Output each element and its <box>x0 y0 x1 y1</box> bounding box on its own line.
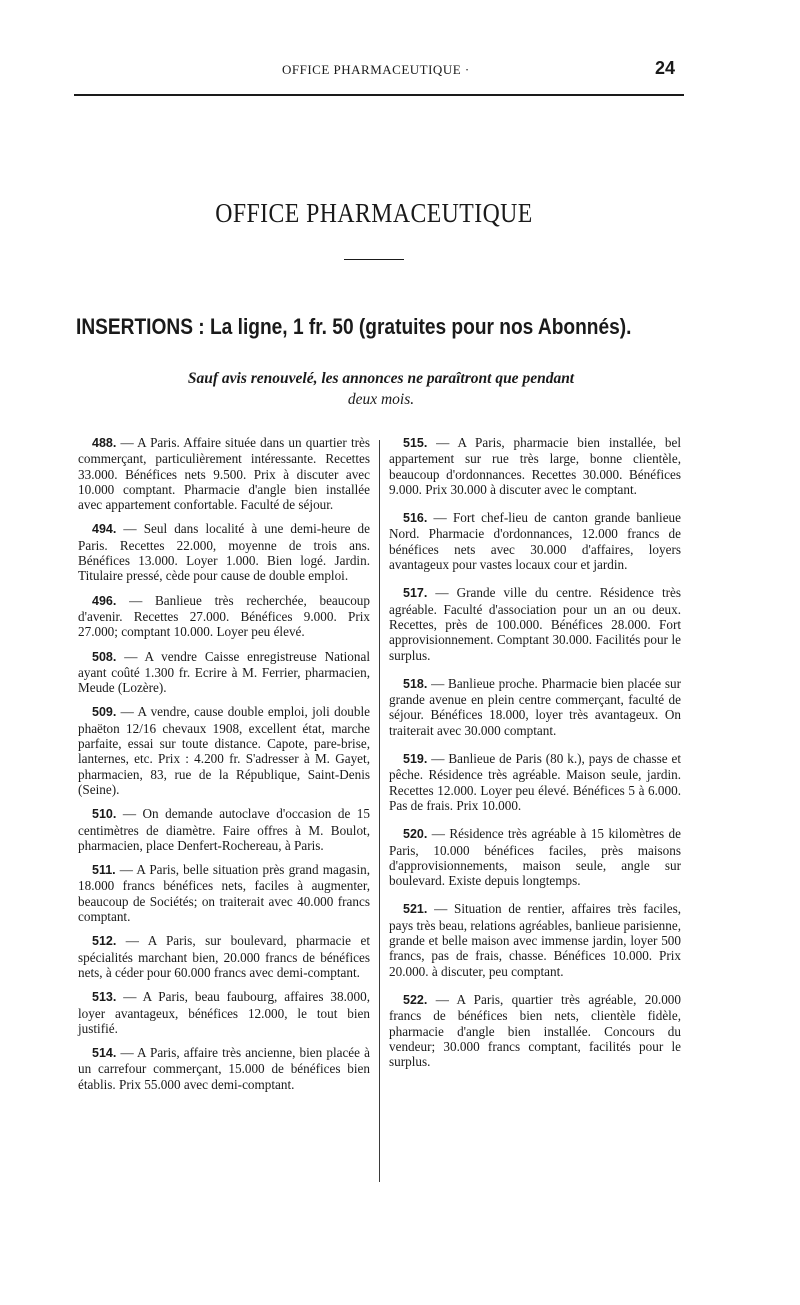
listing-number: 521. <box>403 902 428 917</box>
listing-entry <box>389 676 681 738</box>
column-divider <box>379 440 380 1182</box>
listing-text: — Banlieue très recherchée, beaucoup d'avenir. Recettes 27.000. Bénéfices 9.000. Prix 27.000; comptant 10.000. Loyer peu élevé. <box>78 592 370 640</box>
listing-entry <box>78 1045 370 1092</box>
listing-number: 513. <box>92 990 117 1005</box>
title-rule <box>344 259 404 260</box>
listing-text: — Banlieue de Paris (80 k.), pays de chasse et pêche. Résidence très agréable. Maison seule, jardin. Recettes 12.000. Loyer peu élevé. Bénéfices 5 à 6.000. Pas de frais. Prix 10.000. <box>389 751 681 813</box>
running-head: OFFICE PHARMACEUTIQUE · <box>282 62 470 77</box>
listing-number: 510. <box>92 807 117 822</box>
listing-number: 488. <box>92 436 117 450</box>
listing-text: — A Paris, sur boulevard, pharmacie et spécialités marchant bien, 20.000 francs de bénéfices nets, à céder pour 60.000 francs avec demi-comptant. <box>78 933 370 980</box>
listing-entry <box>78 933 370 980</box>
listing-number: 517. <box>403 586 428 601</box>
listing-text: — A vendre, cause double emploi, joli double phaëton 12/16 chevaux 1908, excellent état, marche parfaite, essai sur toute distance. Capote, pare-brise, lanternes, etc. Prix : 4.200 fr. S'adresser à M. Gayet, pharmacien, 83, rue de la République, Saint-Denis (Seine). <box>78 704 370 797</box>
listing-entry <box>78 806 370 853</box>
listing-entry <box>389 901 681 978</box>
listing-number: 522. <box>403 992 428 1007</box>
listing-number: 514. <box>92 1046 117 1061</box>
listing-entry <box>78 435 370 512</box>
listing-text: — On demande autoclave d'occasion de 15 centimètres de diamètre. Faire offres à M. Boulot, pharmacien, place Denfert-Rochereau, à Paris. <box>78 806 370 853</box>
listing-entry <box>389 751 681 813</box>
listing-number: 511. <box>92 863 116 878</box>
listing-text: — Banlieue proche. Pharmacie bien placée sur grande avenue en plein centre commerçant, faculté de séjour. Bénéfices 18.000, loyer très avantageux. On traiterait avec 30.000 comptant. <box>389 675 681 738</box>
listing-text: — A Paris, beau faubourg, affaires 38.000, loyer avantageux, bénéfices 12.000, le tout bien justifié. <box>78 989 370 1036</box>
listing-text: — Grande ville du centre. Résidence très agréable. Faculté d'association pour un an ou deux. Recettes, près de 100.000. Bénéfices 28.000. Fort approvisionnement. Comptant 30.000. Facilités pour le surplus. <box>389 585 681 663</box>
header-rule <box>74 94 684 96</box>
listing-entry <box>78 704 370 797</box>
listing-entry <box>78 649 370 696</box>
listing-text: — A Paris, pharmacie bien installée, bel appartement sur rue très large, bonne clientèle, beaucoup d'ordonnances. Recettes 30.000. Bénéfices 9.000. Prix 30.000 à discuter avec le comptant. <box>389 435 681 497</box>
listing-text: — Fort chef-lieu de canton grande banlieue Nord. Pharmacie d'ordonnances, 12.000 francs de bénéfices nets avec 30.000 d'affaires, loyers avantageux pour vastes locaux cour et jardin. <box>389 510 681 573</box>
listing-entry <box>78 521 370 583</box>
listing-text: — A vendre Caisse enregistreuse National ayant coûté 1.300 fr. Ecrire à M. Ferrier, pharmacien, Meude (Lozère). <box>78 648 370 696</box>
listing-number: 515. <box>403 436 428 450</box>
listing-entry <box>78 862 370 924</box>
notice-line-1: Sauf avis renouvelé, les annonces ne paraîtront que pendant <box>187 370 575 387</box>
listing-entry <box>78 989 370 1036</box>
page-title: OFFICE PHARMACEUTIQUE <box>215 198 533 228</box>
listing-text: — Résidence très agréable à 15 kilomètres de Paris, 10.000 bénéfices faciles, près maisons d'approvisionnements, maison seule, angle sur boulevard. Existe depuis longtemps. <box>389 826 681 889</box>
listing-number: 519. <box>403 752 428 767</box>
listing-entry <box>389 992 681 1069</box>
listing-number: 494. <box>92 522 117 537</box>
right-column <box>389 435 681 1082</box>
listing-number: 518. <box>403 676 428 691</box>
listing-text: — A Paris, affaire très ancienne, bien placée à un carrefour commerçant, 15.000 de bénéfices bien établis. Prix 55.000 avec demi-comptant. <box>78 1045 370 1092</box>
insertions-rate: INSERTIONS : La ligne, 1 fr. 50 (gratuites pour nos Abonnés). <box>76 314 632 339</box>
listing-entry <box>78 593 370 640</box>
page-number: 24 <box>655 58 676 78</box>
listing-text: — Seul dans localité à une demi-heure de Paris. Recettes 22.000, moyenne de trois ans. Bénéfices 13.000. Loyer 1.000. Bien logé. Jardin. Titulaire pressé, cède pour cause de double emploi. <box>78 521 370 584</box>
listing-text: — A Paris. Affaire située dans un quartier très commerçant, particulièrement intéressante. Recettes 33.000. Bénéfices nets 9.500. Prix à discuter avec 10.000 comptant. Pharmacie d'angle bien installée avec appartement confortable. Faculté de séjour. <box>78 435 370 513</box>
listing-number: 509. <box>92 705 117 720</box>
listing-entry <box>389 435 681 497</box>
notice <box>76 368 686 410</box>
listing-number: 496. <box>92 593 117 608</box>
left-column <box>78 435 370 1101</box>
listing-entry <box>389 510 681 572</box>
listing-text: — A Paris, belle situation près grand magasin, 18.000 francs bénéfices nets, faciles à augmenter, beaucoup de Sociétés; on traiterait avec 40.000 francs comptant. <box>78 862 370 925</box>
listing-text: — A Paris, quartier très agréable, 20.000 francs de bénéfices bien nets, clientèle fidèle, pharmacie d'angle bien installée. Concours du vendeur; 30.000 francs comptant, facilités pour le surplus. <box>389 991 681 1070</box>
listing-number: 520. <box>403 827 428 842</box>
listing-entry <box>389 826 681 888</box>
listing-number: 516. <box>403 511 428 526</box>
listing-number: 508. <box>92 649 117 664</box>
notice-line-2: deux mois. <box>347 391 415 408</box>
listing-text: — Situation de rentier, affaires très faciles, pays très beau, relations agréables, banlieue parisienne, grande et belle maison avec immense jardin, loyer 500 francs, pas de frais, chasse. Bénéfices 10.000. Prix 20.000. à discuter, peu comptant. <box>389 901 681 979</box>
listing-entry <box>389 585 681 662</box>
listing-number: 512. <box>92 934 117 949</box>
